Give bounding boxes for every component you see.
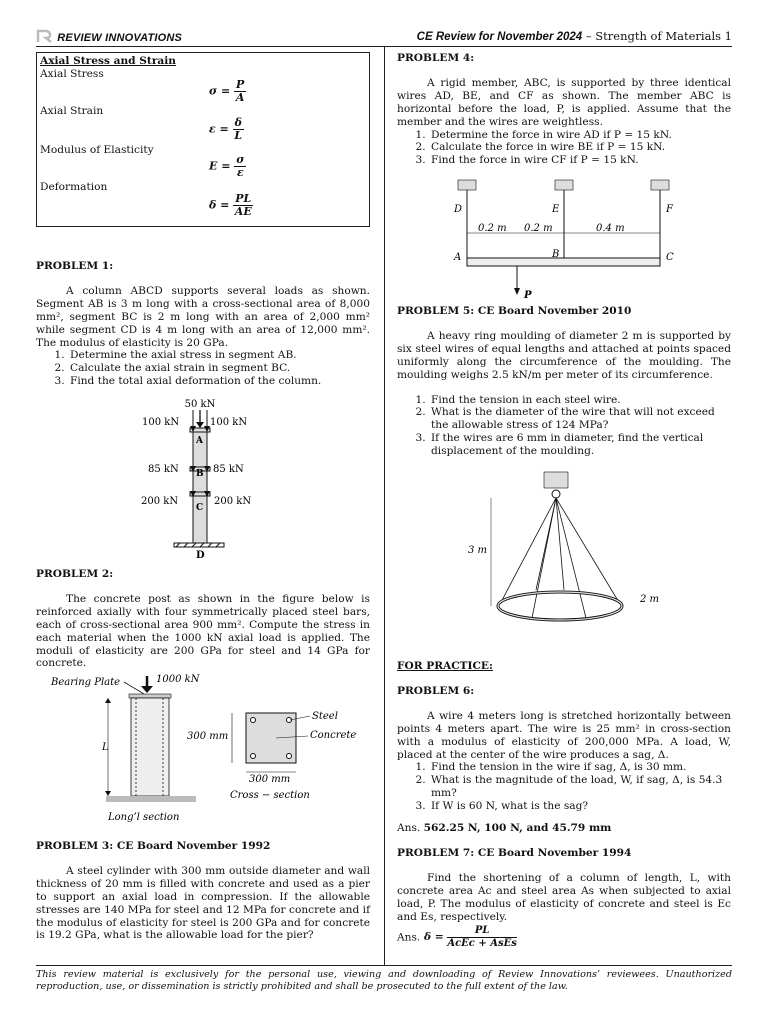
problem-title: PROBLEM 2: (36, 568, 114, 580)
point-c-label: C (666, 252, 674, 263)
problem-title: PROBLEM 3: CE Board November 1992 (36, 840, 271, 852)
problem-text: Find the shortening of a column of length, L, with concrete area Ac and steel area As when subjected to axial load, P. The modulus of elasticity of concrete and steel is Ec and Es, respectively. (397, 871, 731, 923)
formula-stress (209, 79, 246, 104)
brand-logo-icon (36, 29, 54, 43)
problem-text: A steel cylinder with 300 mm outside diameter and wall thickness of 20 mm is filled with concrete and used as a pier to support an axial load in compression. If the allowable stresses are 140 MPa for steel and 12 MPa for concrete and if the modulus of elasticity for steel is 200 GPa and for concrete is 19.2 GPa, what is the allowable load for the pier? (36, 864, 370, 942)
fraction (234, 154, 246, 179)
formula-label: Deformation (40, 181, 108, 193)
problem-title: PROBLEM 4: (397, 52, 475, 64)
point-a-label: A (196, 436, 203, 446)
problem-items (397, 394, 731, 459)
problem-text: A heavy ring moulding of diameter 2 m is supported by six steel wires of equal lengths and attached at points spaced uniformly along the circumference of the moulding. The moulding weighs 2.5 kN/m per meter of its circumference. (397, 329, 731, 381)
practice-section (397, 660, 731, 950)
problem-6-answer (397, 822, 731, 835)
rigid-member-figure (448, 176, 688, 300)
denominator: AcEc + AsEs (447, 937, 517, 949)
doc-title (417, 29, 732, 43)
problem-item: 3. Find the total axial deformation of the column. (68, 375, 370, 388)
problem-item: 2. Calculate the force in wire BE if P = 15 kN. (429, 141, 731, 154)
point-d-label: D (196, 550, 205, 561)
formula-label: Axial Strain (40, 105, 104, 117)
fraction (233, 117, 244, 142)
width-dimension-label: 300 mm (249, 774, 291, 785)
answer-label: Ans. (397, 822, 421, 835)
length-label: L (102, 742, 109, 753)
column-divider (384, 47, 385, 965)
concrete-label: Concrete (310, 730, 357, 741)
distance-2-label: 0.2 m (524, 223, 553, 234)
formula-lhs: δ = (209, 198, 230, 212)
problem-item: 2. What is the magnitude of the load, W, if sag, Δ, is 54.3 mm? (429, 774, 731, 800)
page-header (36, 28, 732, 47)
problem-item: 3. Find the force in wire CF if P = 15 kN. (429, 154, 731, 167)
formula-label: Axial Stress (40, 68, 104, 80)
bearing-plate-label: Bearing Plate (51, 677, 121, 688)
formula-modulus (209, 154, 246, 179)
brand (36, 29, 182, 44)
problem-1 (36, 260, 370, 388)
problem-title: PROBLEM 7: CE Board November 1994 (397, 846, 632, 859)
problem-title: PROBLEM 6: (397, 684, 475, 697)
load-label-b-left: 85 kN (148, 464, 179, 475)
problem-7-answer (397, 925, 731, 950)
formula-box (36, 52, 370, 227)
axial-load-label: 1000 kN (156, 674, 200, 685)
problem-text: A wire 4 meters long is stretched horizontally between points 4 meters apart. The wire is 25 mm² in cross-section with a modulus of elasticity of 200,000 MPa. A load, W, placed at the center of the wire produces a sag, Δ. (397, 709, 731, 761)
problem-title: PROBLEM 1: (36, 260, 114, 272)
practice-heading: FOR PRACTICE: (397, 660, 493, 672)
problem-item: 2. What is the diameter of the wire that will not exceed the allowable stress of 124 MPa? (429, 406, 731, 432)
formula-box-title: Axial Stress and Strain (40, 55, 176, 67)
load-p-label: P (524, 290, 532, 300)
formula-lhs: σ = (209, 84, 231, 98)
point-c-label: C (196, 503, 204, 513)
problem-text: A column ABCD supports several loads as shown. Segment AB is 3 m long with a cross-sectional area of 8,000 mm², segment BC is 2 m long with an area of 2,000 mm² while segment CD is 4 m long with an area of 12,000 mm². The modulus of elasticity is 20 GPa. (36, 284, 370, 349)
height-label: 3 m (468, 545, 488, 556)
fraction (234, 79, 246, 104)
numerator: PL (447, 925, 517, 938)
cross-section-label: Cross − section (230, 790, 310, 801)
problem-item: 1. Determine the force in wire AD if P = 15 kN. (429, 129, 731, 142)
height-dimension-label: 300 mm (187, 731, 229, 742)
brand-name: REVIEW INNOVATIONS (57, 32, 183, 44)
formula-deformation (209, 193, 253, 218)
numerator: P (236, 78, 245, 91)
numerator: δ (234, 116, 242, 129)
denominator: AE (234, 205, 252, 218)
load-label-top: 50 kN (184, 399, 216, 410)
denominator: A (235, 91, 245, 104)
numerator: PL (235, 192, 252, 205)
ring-moulding-figure (460, 470, 670, 650)
page-footer: This review material is exclusively for the personal use, viewing and downloading of Review Innovations’ reviewees. Unauthorized reproduction, use, or dissemination is strictly prohibited and shall be prosecuted to the full extent of the law. (36, 965, 732, 993)
answer-fraction (447, 925, 517, 950)
load-label-c-right: 200 kN (214, 496, 252, 507)
numerator: σ (236, 153, 245, 166)
denominator: ε (237, 166, 244, 179)
point-e-label: E (552, 204, 560, 215)
problem-items (397, 129, 731, 168)
problem-item: 3. If W is 60 N, what is the sag? (429, 800, 731, 813)
problem-5 (397, 305, 731, 458)
problem-text: The concrete post as shown in the figure below is reinforced axially with four symmetrically placed steel bars, each of cross-sectional area 900 mm². Compute the stress in each material when the 1000 kN axial load is applied. The moduli of elasticity are 200 GPa for steel and 14 GPa for concrete. (36, 592, 370, 670)
steel-label: Steel (312, 711, 338, 722)
answer-lhs: δ = (423, 931, 444, 943)
problem-item: 1. Find the tension in the wire if sag, Δ, is 30 mm. (429, 761, 731, 774)
problem-item: 2. Calculate the axial strain in segment BC. (68, 362, 370, 375)
problem-2 (36, 568, 370, 670)
formula-label: Modulus of Elasticity (40, 144, 154, 156)
column-figure (130, 395, 260, 565)
problem-3 (36, 840, 370, 942)
point-b-label: B (196, 469, 204, 479)
load-label-b-right: 85 kN (213, 464, 244, 475)
load-label-a-left: 100 kN (142, 417, 180, 428)
problem-items (397, 761, 731, 813)
longitudinal-section-label: Long’l section (108, 812, 180, 823)
load-label-c-left: 200 kN (141, 496, 179, 507)
point-f-label: F (666, 204, 673, 215)
problem-items (36, 349, 370, 388)
answer-value: 562.25 N, 100 N, and 45.79 mm (423, 822, 612, 835)
doc-title-main: CE Review for November 2024 (416, 31, 583, 43)
answer-label: Ans. (397, 931, 421, 943)
distance-3-label: 0.4 m (596, 223, 625, 234)
formula-lhs: ε = (209, 122, 229, 136)
fraction (233, 193, 253, 218)
point-d-label: D (454, 204, 463, 215)
load-label-a-right: 100 kN (210, 417, 248, 428)
problem-title: PROBLEM 5: CE Board November 2010 (397, 305, 632, 317)
doc-title-sub: – Strength of Materials 1 (582, 29, 732, 43)
problem-item: 3. If the wires are 6 mm in diameter, find the vertical displacement of the moulding. (429, 432, 731, 458)
problem-item: 1. Find the tension in each steel wire. (429, 394, 731, 407)
distance-1-label: 0.2 m (478, 223, 507, 234)
problem-text: A rigid member, ABC, is supported by three identical wires AD, BE, and CF as shown. The member ABC is horizontal before the load, P, is applied. Assume that the member and the wires are weightless. (397, 76, 731, 128)
problem-4 (397, 52, 731, 167)
point-a-label: A (454, 252, 462, 263)
denominator: L (234, 129, 243, 142)
formula-strain (209, 117, 244, 142)
problem-item: 1. Determine the axial stress in segment AB. (68, 349, 370, 362)
formula-lhs: E = (209, 159, 231, 173)
concrete-post-figure (46, 670, 366, 828)
point-b-label: B (552, 249, 560, 260)
diameter-label: 2 m (640, 594, 660, 605)
